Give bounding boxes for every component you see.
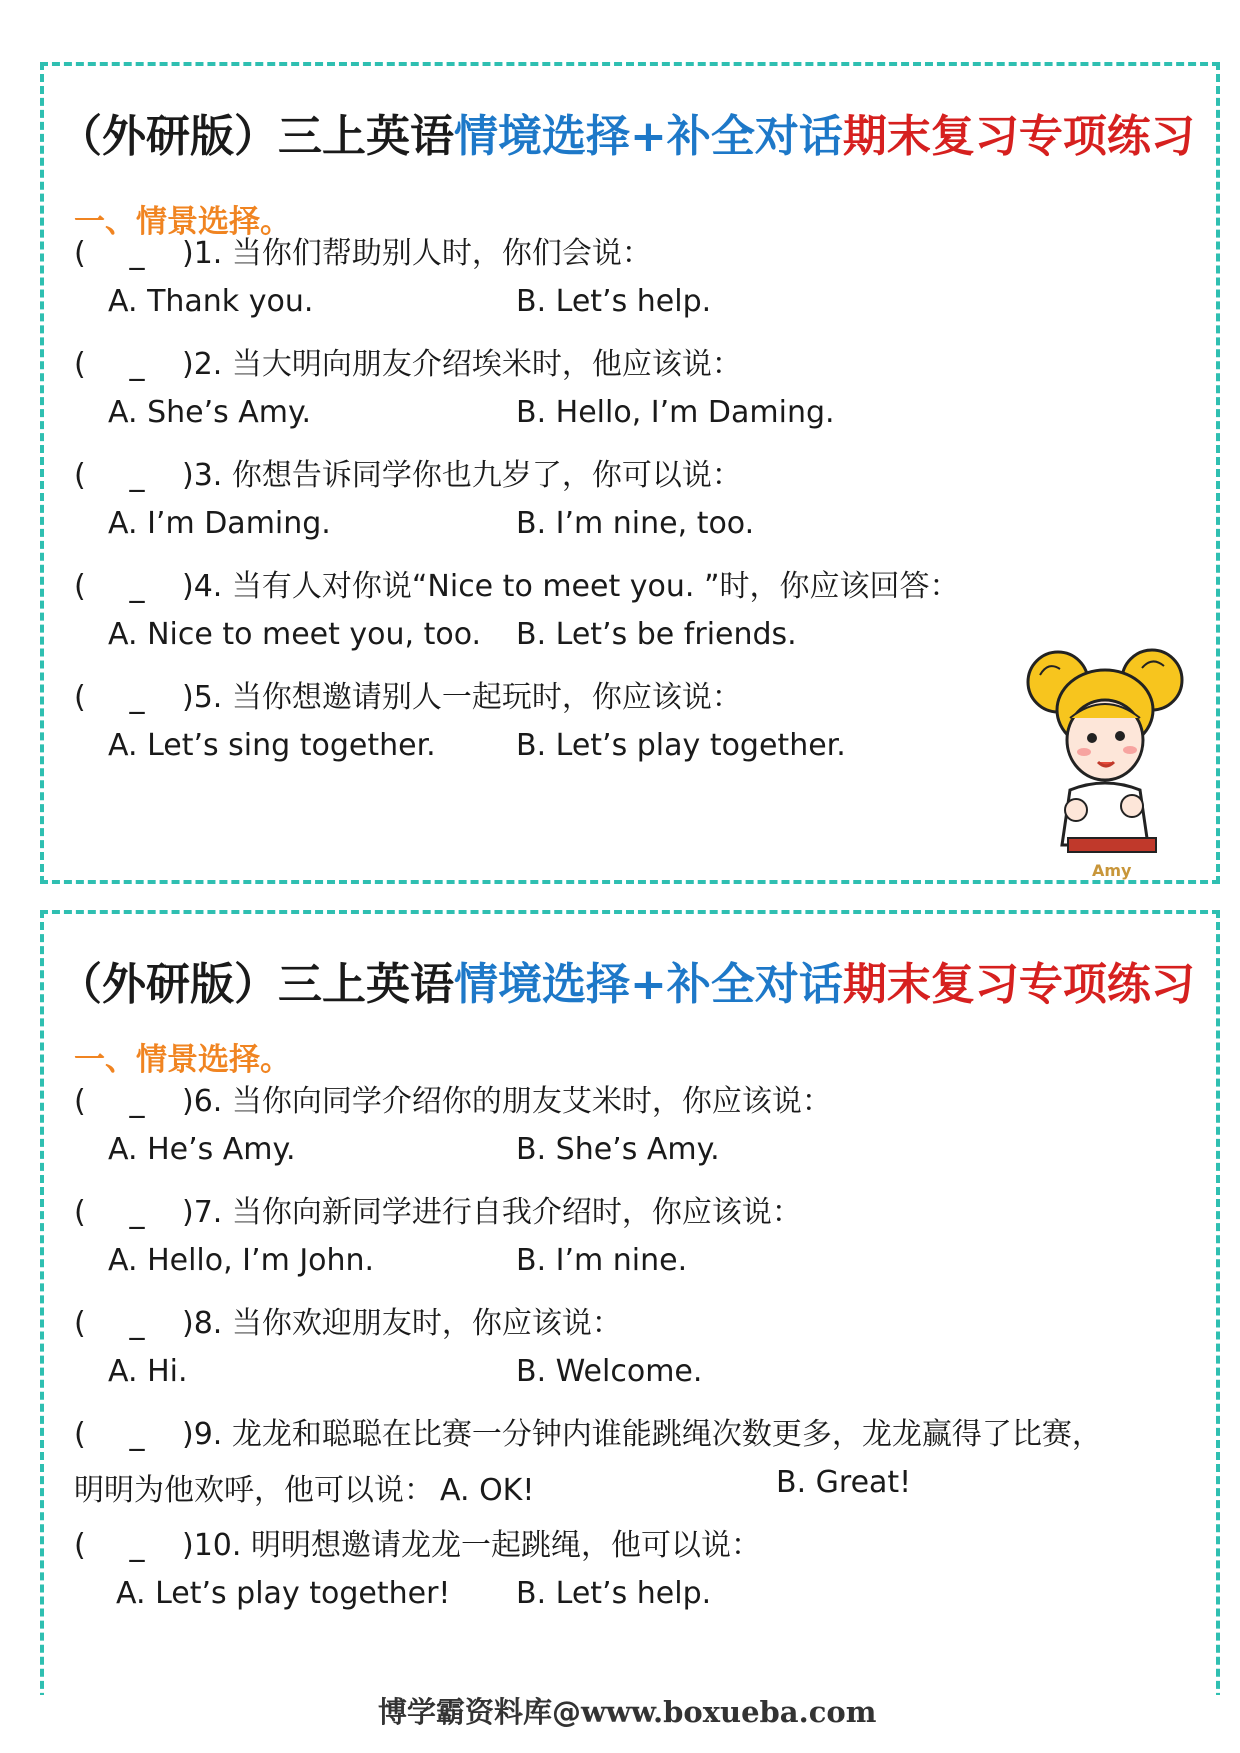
question-4: ( _ )4. 当有人对你说“Nice to meet you. ”时，你应该回答：: [74, 569, 960, 604]
option-a: A. Hello, I’m John.: [108, 1243, 375, 1278]
title-part-red: 期末复习专项练习: [842, 959, 1195, 1010]
question-number: )4.: [182, 569, 223, 604]
option-a: A. OK!: [440, 1473, 535, 1508]
question-text: 你想告诉同学你也九岁了，你可以说：: [231, 458, 742, 493]
question-text: 当有人对你说“Nice to meet you. ”时，你应该回答：: [231, 569, 960, 604]
watermark: [378, 1690, 876, 1731]
question-text: 明明想邀请龙龙一起跳绳，他可以说：: [250, 1528, 761, 1563]
question-number: )8.: [182, 1306, 223, 1341]
question-8: ( _ )8. 当你欢迎朋友时，你应该说：: [74, 1306, 622, 1341]
answer-blank[interactable]: _: [129, 680, 145, 715]
question-10: ( _ )10. 明明想邀请龙龙一起跳绳，他可以说：: [74, 1528, 761, 1563]
question-text: 龙龙和聪聪在比赛一分钟内谁能跳绳次数更多，龙龙赢得了比赛，: [231, 1417, 1102, 1452]
question-9: ( _ )9. 龙龙和聪聪在比赛一分钟内谁能跳绳次数更多，龙龙赢得了比赛，: [74, 1417, 1102, 1452]
section-heading: 一、情景选择。: [74, 1042, 291, 1078]
answer-blank[interactable]: _: [129, 347, 145, 382]
title-part-red: 期末复习专项练习: [842, 111, 1195, 162]
question-text: 当你向同学介绍你的朋友艾米时，你应该说：: [231, 1084, 832, 1119]
answer-blank[interactable]: _: [129, 1195, 145, 1230]
amy-cartoon-illustration: [1020, 640, 1190, 880]
answer-blank[interactable]: _: [129, 1084, 145, 1119]
question-5: ( _ )5. 当你想邀请别人一起玩时，你应该说：: [74, 680, 742, 715]
amy-label: Amy: [1092, 861, 1132, 880]
option-b: B. Let’s play together.: [516, 728, 846, 763]
option-a: A. Nice to meet you, too.: [108, 617, 482, 652]
question-number: )6.: [182, 1084, 223, 1119]
option-b: B. Great!: [776, 1465, 912, 1500]
option-b: B. Let’s help.: [516, 284, 712, 319]
option-a: A. Let’s play together!: [116, 1576, 451, 1611]
answer-blank[interactable]: _: [129, 1528, 145, 1563]
watermark-text: 博学霸资料库@: [378, 1695, 582, 1729]
question-7: ( _ )7. 当你向新同学进行自我介绍时，你应该说：: [74, 1195, 802, 1230]
option-a: A. Let’s sing together.: [108, 728, 436, 763]
title-part-black: （外研版）三上英语: [58, 959, 454, 1010]
question-9-line-2: [74, 1465, 1194, 1509]
option-b: B. Welcome.: [516, 1354, 703, 1389]
question-text: 当你们帮助别人时，你们会说：: [231, 236, 652, 271]
question-text: 当你向新同学进行自我介绍时，你应该说：: [231, 1195, 802, 1230]
watermark-url: www.boxueba.com: [581, 1695, 877, 1729]
title-part-blue: 情境选择+补全对话: [454, 959, 843, 1010]
answer-blank[interactable]: _: [129, 236, 145, 271]
title-part-blue: 情境选择+补全对话: [454, 111, 843, 162]
option-a: A. I’m Daming.: [108, 506, 331, 541]
option-a: A. Hi.: [108, 1354, 188, 1389]
question-number: )7.: [182, 1195, 223, 1230]
answer-blank[interactable]: _: [129, 569, 145, 604]
question-number: )3.: [182, 458, 223, 493]
question-text: 当大明向朋友介绍埃米时，他应该说：: [231, 347, 742, 382]
question-number: )5.: [182, 680, 223, 715]
answer-blank[interactable]: _: [129, 458, 145, 493]
answer-blank[interactable]: _: [129, 1306, 145, 1341]
option-b: B. Let’s help.: [516, 1576, 712, 1611]
option-a: A. Thank you.: [108, 284, 314, 319]
question-6: ( _ )6. 当你向同学介绍你的朋友艾米时，你应该说：: [74, 1084, 832, 1119]
question-number: )1.: [182, 236, 223, 271]
answer-blank[interactable]: _: [129, 1417, 145, 1452]
page-title: [58, 100, 1195, 164]
page-title: [58, 948, 1195, 1012]
option-b: B. I’m nine.: [516, 1243, 688, 1278]
option-b: B. Hello, I’m Daming.: [516, 395, 835, 430]
option-b: B. Let’s be friends.: [516, 617, 797, 652]
question-2: ( _ )2. 当大明向朋友介绍埃米时，他应该说：: [74, 347, 742, 382]
option-a: A. She’s Amy.: [108, 395, 312, 430]
question-text-continued: 明明为他欢呼，他可以说：: [74, 1473, 434, 1508]
question-3: ( _ )3. 你想告诉同学你也九岁了，你可以说：: [74, 458, 742, 493]
title-part-black: （外研版）三上英语: [58, 111, 454, 162]
section-heading: 一、情景选择。: [74, 204, 291, 240]
question-text: 当你欢迎朋友时，你应该说：: [231, 1306, 622, 1341]
question-number: )10.: [182, 1528, 242, 1563]
question-text: 当你想邀请别人一起玩时，你应该说：: [231, 680, 742, 715]
option-a: A. He’s Amy.: [108, 1132, 296, 1167]
option-b: B. I’m nine, too.: [516, 506, 755, 541]
exercise-panel-2: [40, 910, 1220, 1737]
question-number: )2.: [182, 347, 223, 382]
question-1: ( _ )1. 当你们帮助别人时，你们会说：: [74, 236, 652, 271]
option-b: B. She’s Amy.: [516, 1132, 720, 1167]
question-number: )9.: [182, 1417, 223, 1452]
